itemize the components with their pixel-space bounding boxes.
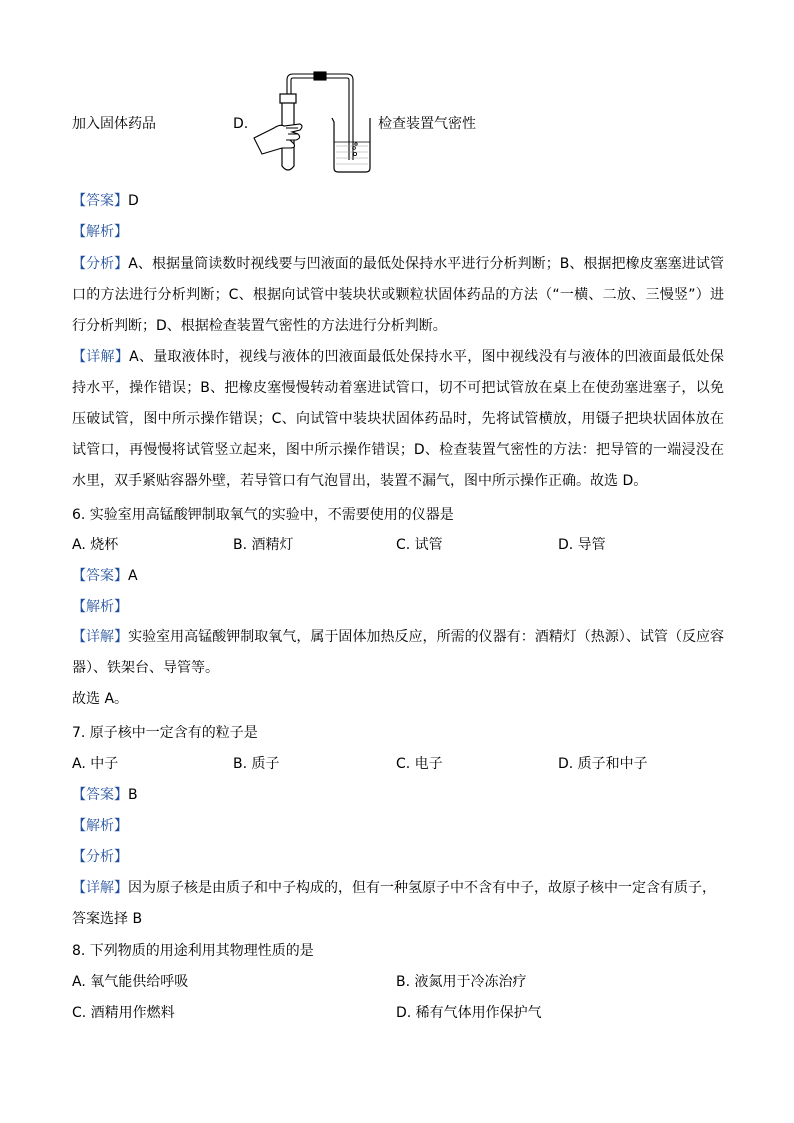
q7-detail-line-2: 答案选择 B: [72, 911, 143, 927]
airtightness-check-figure: [252, 68, 374, 176]
option-c-label: 加入固体药品: [72, 116, 156, 132]
explain-tag: 【解析】: [72, 224, 128, 240]
q7-option-d: D. 质子和中子: [558, 756, 648, 772]
answer-line: [72, 191, 724, 211]
q8-option-a: A. 氧气能供给呼吸: [72, 974, 189, 990]
q7-detail-line-1: [72, 878, 724, 898]
option-d-label: 检查装置气密性: [378, 116, 476, 132]
detail-text: 因为原子核是由质子和中子构成的，但有一种氢原子中不含有中子，故原子核中一定含有质子，: [128, 880, 716, 896]
answer-tag: 【答案】: [72, 787, 128, 803]
analysis-paragraph: [72, 249, 724, 342]
q8-option-c: C. 酒精用作燃料: [72, 1005, 175, 1021]
q6-option-c: C. 试管: [396, 537, 443, 553]
detail-tag: 【详解】: [72, 349, 130, 365]
question-7-stem: 7. 原子核中一定含有的粒子是: [72, 725, 258, 741]
analysis-tag: 【分析】: [72, 256, 129, 272]
q7-analysis-line: [72, 847, 724, 867]
q6-explain-line: [72, 597, 724, 617]
answer-tag: 【答案】: [72, 568, 128, 584]
q7-option-a: A. 中子: [72, 756, 119, 772]
beaker-icon: [332, 118, 370, 172]
question-6-stem: 6. 实验室用高锰酸钾制取氧气的实验中，不需要使用的仪器是: [72, 507, 454, 523]
q7-explain-line: [72, 816, 724, 836]
explain-tag: 【解析】: [72, 818, 128, 834]
answer-value: B: [128, 787, 138, 803]
explain-line: [72, 222, 724, 242]
answer-tag: 【答案】: [72, 193, 128, 209]
answer-value: D: [128, 193, 139, 209]
q8-option-b: B. 液氮用于冷冻治疗: [396, 974, 527, 990]
analysis-tag: 【分析】: [72, 849, 128, 865]
detail-text: A、量取液体时，视线与液体的凹液面最低处保持水平，图中视线没有与液体的凹液面最低处保持水平，操作错误；B、把橡皮塞慢慢转动着塞进试管口，切不可把试管放在桌上在使劲塞进塞子，以免压破试管，图中所示操作错误；C、向试管中装块状固体药品时，先将试管横放，用镊子把块状固体放在试管口，再慢慢将试管竖立起来，图中所示操作错误；D、检查装置气密性的方法：把导管的一端浸没在水里，双手紧贴容器外壁，若导管口有气泡冒出，装置不漏气，图中所示操作正确。故选 D。: [72, 349, 725, 489]
question-8-stem: 8. 下列物质的用途利用其物理性质的是: [72, 943, 314, 959]
detail-text: 实验室用高锰酸钾制取氧气，属于固体加热反应，所需的仪器有：酒精灯（热源）、试管（反应容器）、铁架台、导管等。: [72, 629, 725, 676]
detail-paragraph: [72, 342, 724, 497]
q7-answer-line: [72, 785, 724, 805]
q6-option-b: B. 酒精灯: [233, 537, 294, 553]
option-d-letter: D.: [233, 116, 249, 132]
q7-option-c: C. 电子: [396, 756, 443, 772]
q7-option-b: B. 质子: [233, 756, 280, 772]
q6-conclusion: 故选 A。: [72, 691, 129, 707]
q8-option-d: D. 稀有气体用作保护气: [396, 1005, 542, 1021]
answer-value: A: [128, 568, 138, 584]
explain-tag: 【解析】: [72, 599, 128, 615]
detail-tag: 【详解】: [72, 880, 128, 896]
q6-option-d: D. 导管: [558, 537, 606, 553]
q6-option-a: A. 烧杯: [72, 537, 119, 553]
analysis-text: A、根据量筒读数时视线要与凹液面的最低处保持水平进行分析判断；B、根据把橡皮塞塞进试管口的方法进行分析判断；C、根据向试管中装块状或颗粒状固体药品的方法（“一横、二放、三慢竖”）进行分析判断；D、根据检查装置气密性的方法进行分析判断。: [72, 256, 724, 334]
detail-tag: 【详解】: [72, 629, 129, 645]
hand-icon: [254, 124, 302, 154]
q6-answer-line: [72, 566, 724, 586]
q6-detail-paragraph: [72, 622, 724, 684]
